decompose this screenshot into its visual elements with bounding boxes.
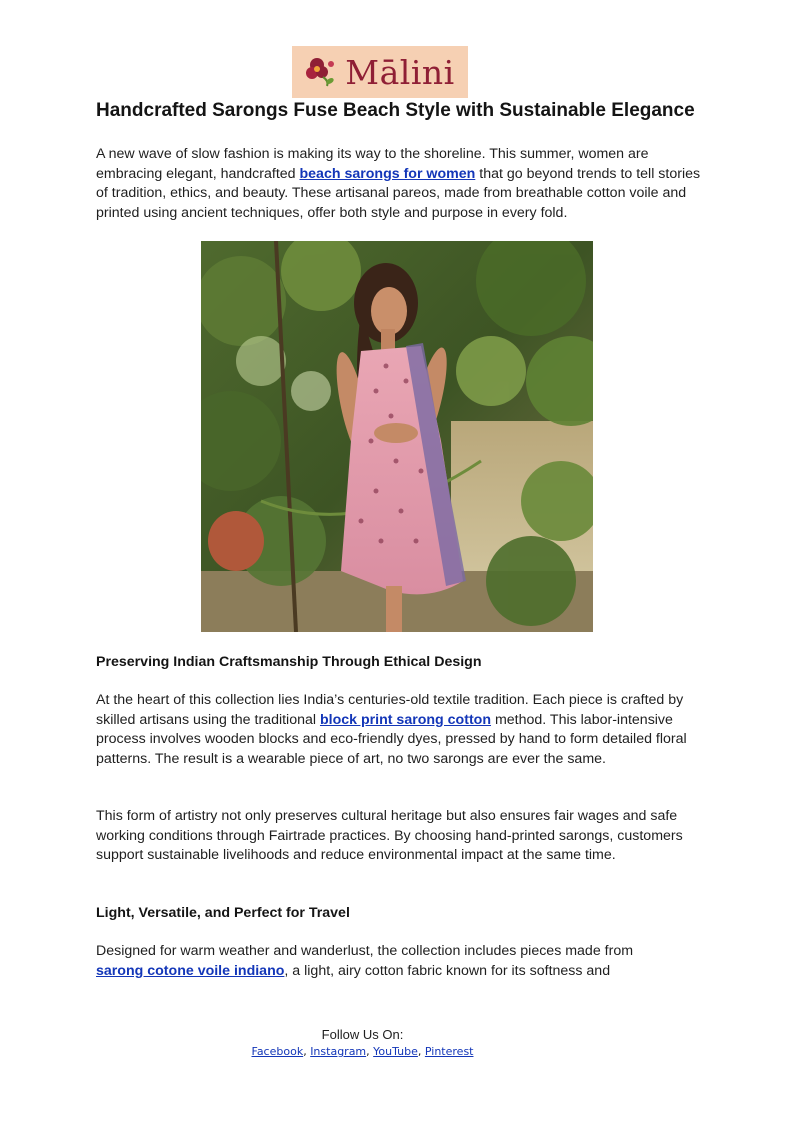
flower-icon (305, 55, 339, 89)
section1-text-before: At the heart of this collection lies India’s centuries-old textile tradition. Each piece is crafted by skilled artisans using the traditional (96, 692, 684, 728)
section2-text-before: Designed for warm weather and wanderlust, the collection includes pieces made from (96, 943, 634, 959)
brand-logo (292, 46, 468, 98)
section1-paragraph2: This form of artistry not only preserves cultural heritage but also ensures fair wages and safe working conditions through Fairtrade practices. By choosing hand-printed sarongs, customers support sustainable livelihoods and reduce environmental impact at the same time. (96, 808, 683, 863)
social-links (0, 1045, 725, 1058)
section1-paragraph1 (96, 691, 706, 769)
instagram-link[interactable]: Instagram (310, 1045, 367, 1058)
separator: , (303, 1045, 311, 1058)
intro-text-before: A new wave of slow fashion is making its way to the shoreline. This summer, women are embracing elegant, handcrafted (96, 146, 649, 182)
page-title: Handcrafted Sarongs Fuse Beach Style with Sustainable Elegance (96, 100, 695, 121)
section2-heading: Light, Versatile, and Perfect for Travel (96, 905, 350, 921)
section2-text-after: , a light, airy cotton fabric known for its softness and (284, 962, 611, 979)
sarong-model-photo (201, 241, 593, 632)
beach-sarongs-link[interactable]: beach sarongs for women (299, 165, 476, 182)
brand-name: Mālini (345, 52, 455, 92)
follow-us-label: Follow Us On: (321, 1027, 404, 1042)
youtube-link[interactable]: YouTube (373, 1045, 418, 1058)
intro-text-after: that go beyond trends to tell stories of tradition, ethics, and beauty. These artisanal pareos, made from breathable cotton voile and printed using ancient techniques, offer both style and purpose in every fold. (96, 165, 701, 221)
block-print-sarong-link[interactable]: block print sarong cotton (319, 711, 492, 728)
separator: , (366, 1045, 374, 1058)
section1-heading: Preserving Indian Craftsmanship Through Ethical Design (96, 654, 482, 670)
intro-paragraph (96, 145, 706, 223)
sarong-cotone-voile-link[interactable]: sarong cotone voile indiano (96, 962, 285, 979)
footer (0, 1027, 725, 1058)
separator: , (417, 1045, 425, 1058)
section1-text-after: method. This labor-intensive process involves wooden blocks and eco-friendly dyes, pressed by hand to form detailed floral patterns. The result is a wearable piece of art, no two sarongs are ever the same. (96, 711, 687, 767)
facebook-link[interactable]: Facebook (251, 1045, 304, 1058)
section2-paragraph1 (96, 942, 656, 981)
pinterest-link[interactable]: Pinterest (424, 1045, 474, 1058)
